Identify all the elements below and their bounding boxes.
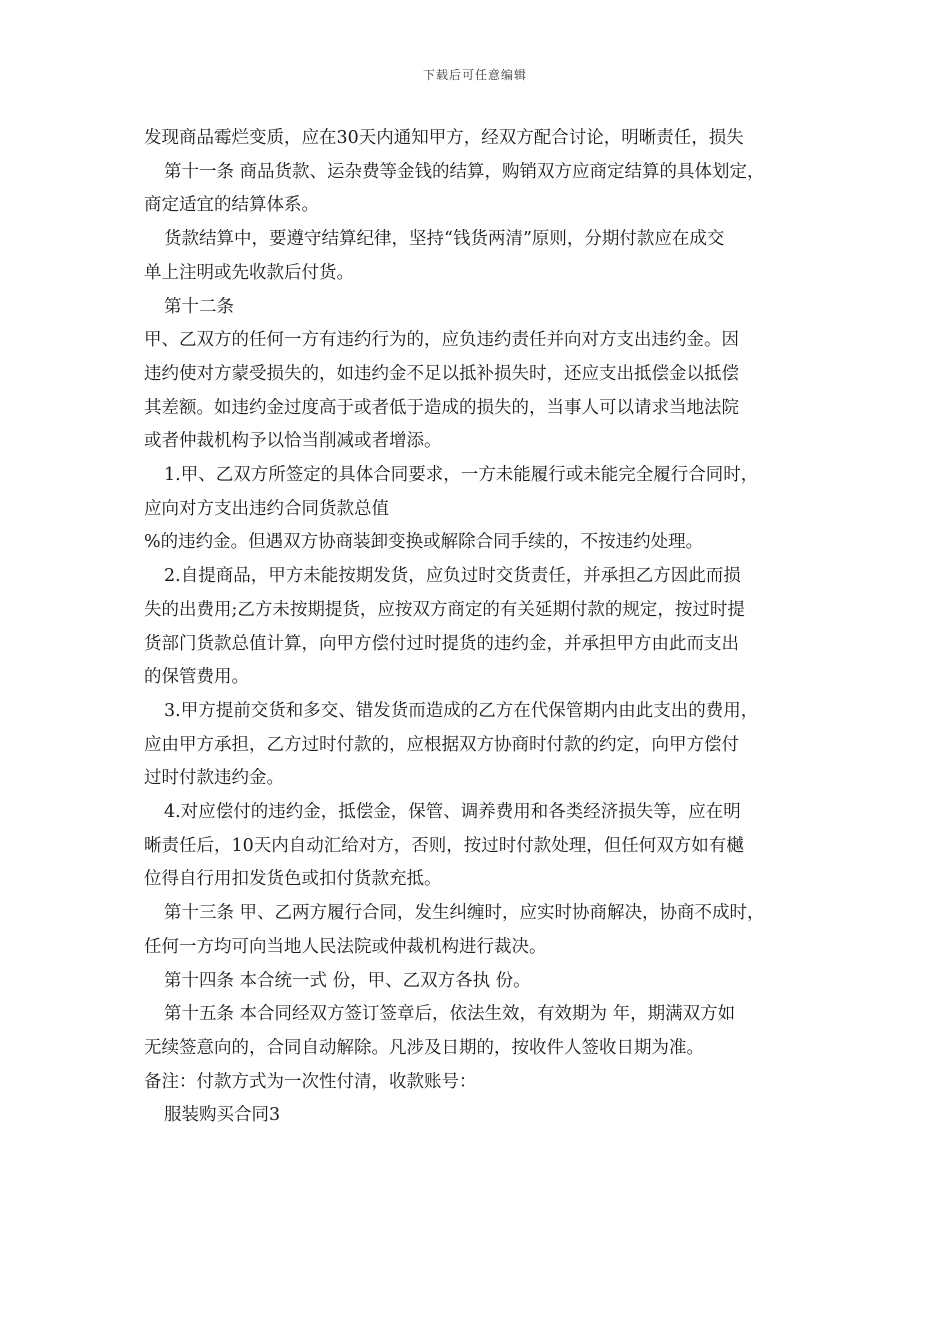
text-line: 无续签意向的，合同自动解除。凡涉及日期的，按收件人签收日期为准。 xyxy=(144,1037,704,1058)
text-line: 第十三条 甲、乙两方履行合同，发生纠缠时，应实时协商解决，协商不成时， xyxy=(164,903,765,924)
text-line: 货部门货款总值计算，向甲方偿付过时提货的违约金，并承担甲方由此而支出 xyxy=(144,633,739,654)
text-line: 商定适宜的结算体系。 xyxy=(144,195,319,216)
text-line: 1.甲、乙双方所签定的具体合同要求，一方未能履行或未能完全履行合同时， xyxy=(164,465,759,486)
text-line: 2.自提商品，甲方未能按期发货，应负过时交货责任，并承担乙方因此而损 xyxy=(164,566,741,587)
text-line: 4.对应偿付的违约金，抵偿金，保管、调养费用和各类经济损失等，应在明 xyxy=(164,802,741,823)
text-line: 应由甲方承担，乙方过时付款的，应根据双方协商时付款的约定，向甲方偿付 xyxy=(144,734,739,755)
text-line: 第十五条 本合同经双方签订签章后，依法生效，有效期为 年，期满双方如 xyxy=(164,1004,736,1025)
text-line: 服装购买合同3 xyxy=(164,1105,281,1126)
text-line: 晰责任后，10天内自动汇给对方，否则，按过时付款处理，但任何双方如有樾 xyxy=(144,835,744,856)
text-line: 单上注明或先收款后付货。 xyxy=(144,262,354,283)
text-line: 发现商品霉烂变质，应在30天内通知甲方，经双方配合讨论，明晰责任，损失 xyxy=(144,128,744,148)
text-line: 3.甲方提前交货和多交、错发货而造成的乙方在代保管期内由此支出的费用， xyxy=(164,700,759,721)
text-line: 货款结算中，要遵守结算纪律，坚持“钱货两清”原则，分期付款应在成交 xyxy=(164,229,725,250)
text-line: 应向对方支出违约合同货款总值 xyxy=(144,498,389,519)
text-line: 或者仲裁机构予以恰当削减或者增添。 xyxy=(144,431,442,452)
document-body xyxy=(144,122,816,1133)
text-line: 的保管费用。 xyxy=(144,667,249,688)
text-line: 失的出费用;乙方未按期提货，应按双方商定的有关延期付款的规定，按过时提 xyxy=(144,599,745,620)
text-line: 第十二条 xyxy=(164,296,234,317)
text-line: 其差额。如违约金过度高于或者低于造成的损失的，当事人可以请求当地法院 xyxy=(144,397,739,418)
text-line: 备注：付款方式为一次性付清，收款账号： xyxy=(144,1071,477,1092)
page-header: 下载后可任意编辑 xyxy=(422,68,527,82)
text-line: 第十一条 商品货款、运杂费等金钱的结算，购销双方应商定结算的具体划定， xyxy=(164,161,765,182)
text-line: 违约使对方蒙受损失的，如违约金不足以抵补损失时，还应支出抵偿金以抵偿 xyxy=(144,363,739,384)
text-line: 位得自行用扣发货色或扣付货款充抵。 xyxy=(144,869,442,890)
text-line: 甲、乙双方的任何一方有违约行为的，应负违约责任并向对方支出违约金。因 xyxy=(144,330,739,351)
text-line: 第十四条 本合统一式 份，甲、乙双方各执 份。 xyxy=(164,970,531,991)
text-line: 过时付款违约金。 xyxy=(144,768,284,789)
text-line: 任何一方均可向当地人民法院或仲裁机构进行裁决。 xyxy=(144,936,547,957)
text-line: %的违约金。但遇双方协商装卸变换或解除合同手续的，不按违约处理。 xyxy=(144,532,704,553)
